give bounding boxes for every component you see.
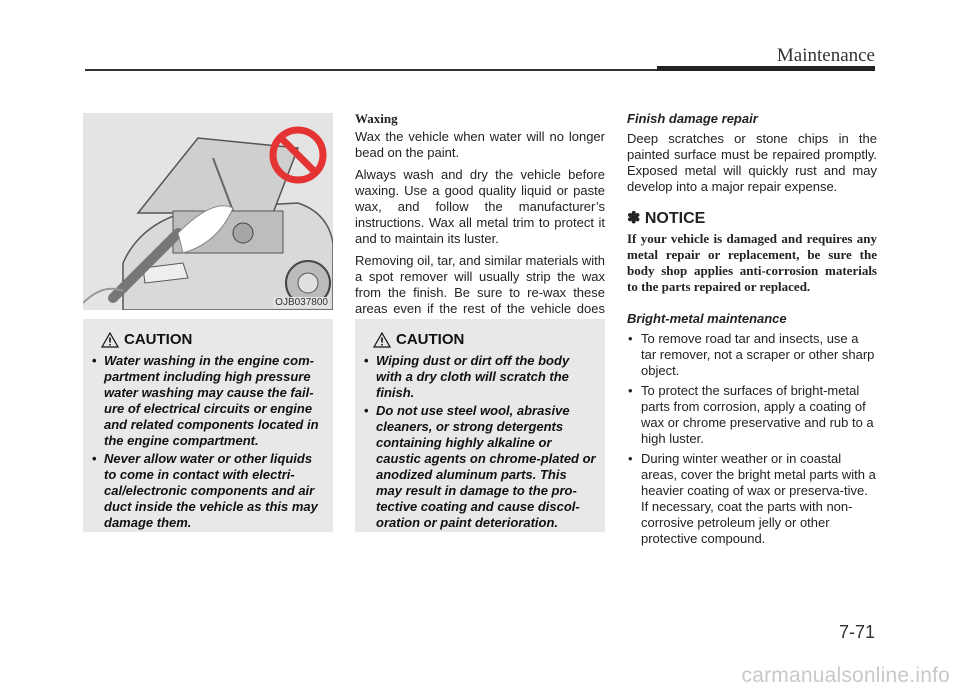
figure-code: OJB037800 xyxy=(275,297,328,308)
caution-box-finish xyxy=(355,319,605,532)
finish-damage-heading: Finish damage repair xyxy=(627,111,758,126)
waxing-paragraph: Wax the vehicle when water will no longer bead on the paint. xyxy=(355,129,605,160)
caution-label: CAUTION xyxy=(124,331,193,348)
bright-metal-list xyxy=(627,331,877,547)
list-item: • To remove road tar and insects, use a tar remover, not a scraper or other sharp object. xyxy=(627,331,877,379)
caution-item: • Never allow water or other liquids to come in contact with electri-cal/electronic components and air duct inside the vehicle as this may damage them. xyxy=(92,451,324,531)
caution-item: • Do not use steel wool, abrasive cleaners, or strong detergents containing highly alkaline or caustic agents on chrome-plated or anodized aluminum parts. This may result in damage to the pro-tective coating and cause discol-oration or paint deterioration. xyxy=(364,403,596,531)
notice-title: ✽ NOTICE xyxy=(627,210,706,227)
warning-triangle-icon xyxy=(373,332,391,348)
caution-item: • Water washing in the engine com-partment including high pressure water washing may cause the fail-ure of electrical circuits or engine and related components located in the engine compartment. xyxy=(92,353,324,449)
caution-box-engine xyxy=(83,319,333,532)
finish-damage-text: Deep scratches or stone chips in the painted surface must be repaired promptly. Exposed metal will quickly rust and may develop into a major repair expense. xyxy=(627,131,877,194)
engine-wash-illustration xyxy=(83,113,333,310)
page-number: 7-71 xyxy=(838,622,875,642)
caution-item: • Wiping dust or dirt off the body with a dry cloth will scratch the finish. xyxy=(364,353,596,401)
warning-triangle-icon xyxy=(101,332,119,348)
caution-label: CAUTION xyxy=(396,331,465,348)
list-item: • To protect the surfaces of bright-metal parts from corrosion, apply a coating of wax or chrome preservative and rub to a high luster. xyxy=(627,383,877,447)
list-item: • During winter weather or in coastal areas, cover the bright metal parts with a heavier coating of wax or preserva-tive. If necessary, coat the parts with non-corrosive petroleum jelly or other protective compound. xyxy=(627,451,877,547)
footer-watermark: carmanualsonline.info xyxy=(741,664,950,687)
bright-metal-heading: Bright-metal maintenance xyxy=(627,311,787,326)
right-column xyxy=(627,111,877,551)
notice-text: If your vehicle is damaged and requires any metal repair or replacement, be sure the body shop applies anti-corrosion materials to the parts repaired or replaced. xyxy=(627,231,877,294)
caution-list xyxy=(364,353,596,533)
waxing-section xyxy=(355,111,605,339)
waxing-heading: Waxing xyxy=(355,111,398,126)
no-symbol-icon xyxy=(268,125,328,185)
header-rule-accent xyxy=(657,66,875,71)
waxing-paragraph: Always wash and dry the vehicle before waxing. Use a good quality liquid or paste wax, and follow the manufacturer’s instructions. Wax all metal trim to protect it and to maintain its luster. xyxy=(355,167,605,246)
caution-list xyxy=(92,353,324,533)
waxing-paragraph: Removing oil, tar, and similar materials with a spot remover will usually strip the wax from the finish. Be sure to re-wax these areas even if the rest of the vehicle does xyxy=(355,253,605,316)
section-title: Maintenance xyxy=(776,45,875,66)
